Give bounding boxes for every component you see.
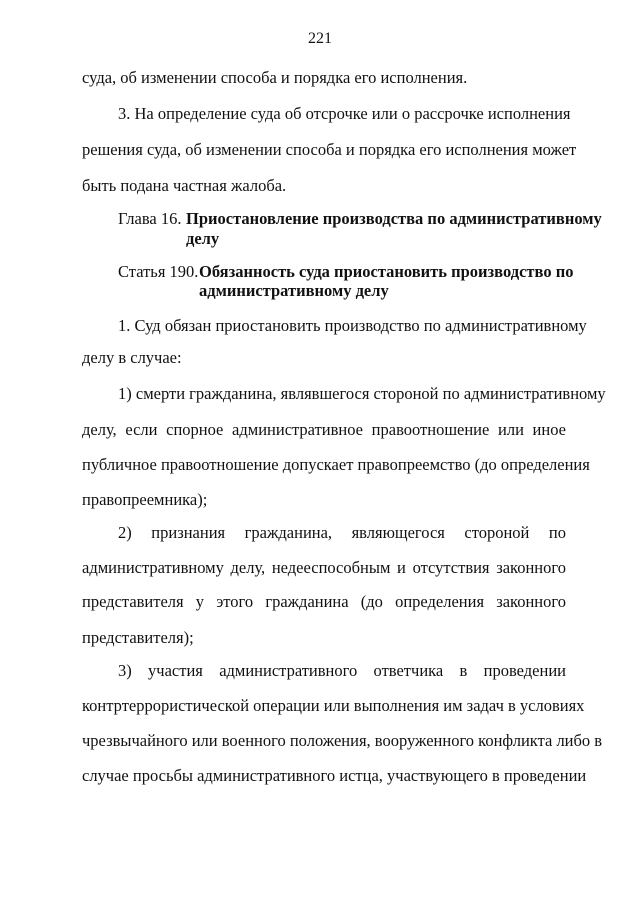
text-line: быть подана частная жалоба. bbox=[82, 176, 287, 195]
text-line: 2) признания гражданина, являющегося стороной по bbox=[118, 523, 566, 542]
text-line: суда, об изменении способа и порядка его исполнения. bbox=[82, 68, 468, 87]
text-line: правопреемника); bbox=[82, 490, 208, 509]
text-line: 3) участия административного ответчика в проведении bbox=[118, 661, 566, 680]
text-line: представителя у этого гражданина (до определения законного bbox=[82, 592, 566, 611]
article-label: Статья 190. bbox=[118, 262, 199, 281]
text-line: 1) смерти гражданина, являвшегося стороной по административному bbox=[118, 384, 606, 403]
page-number: 221 bbox=[308, 30, 332, 47]
text-line: публичное правоотношение допускает правопреемство (до определения bbox=[82, 455, 590, 474]
article-title-continued: административному делу bbox=[199, 281, 389, 300]
text-line: 1. Суд обязан приостановить производство по административному bbox=[118, 316, 587, 335]
chapter-title-continued: делу bbox=[186, 229, 220, 248]
text-line: административному делу, недееспособным и отсутствия законного bbox=[82, 558, 566, 577]
text-line: делу в случае: bbox=[82, 348, 182, 367]
text-line: контртеррористической операции или выполнения им задач в условиях bbox=[82, 696, 585, 715]
text-line: 3. На определение суда об отсрочке или о рассрочке исполнения bbox=[118, 104, 571, 123]
text-line: чрезвычайного или военного положения, вооруженного конфликта либо в bbox=[82, 731, 603, 750]
text-line: делу, если спорное административное правоотношение или иное bbox=[82, 420, 566, 439]
text-line: решения суда, об изменении способа и порядка его исполнения может bbox=[82, 140, 577, 159]
chapter-title: Приостановление производства по административному bbox=[186, 209, 602, 228]
text-line: случае просьбы административного истца, участвующего в проведении bbox=[82, 766, 587, 785]
text-line: представителя); bbox=[82, 628, 194, 647]
article-title: Обязанность суда приостановить производство по bbox=[199, 262, 574, 281]
chapter-label: Глава 16. bbox=[118, 209, 182, 228]
